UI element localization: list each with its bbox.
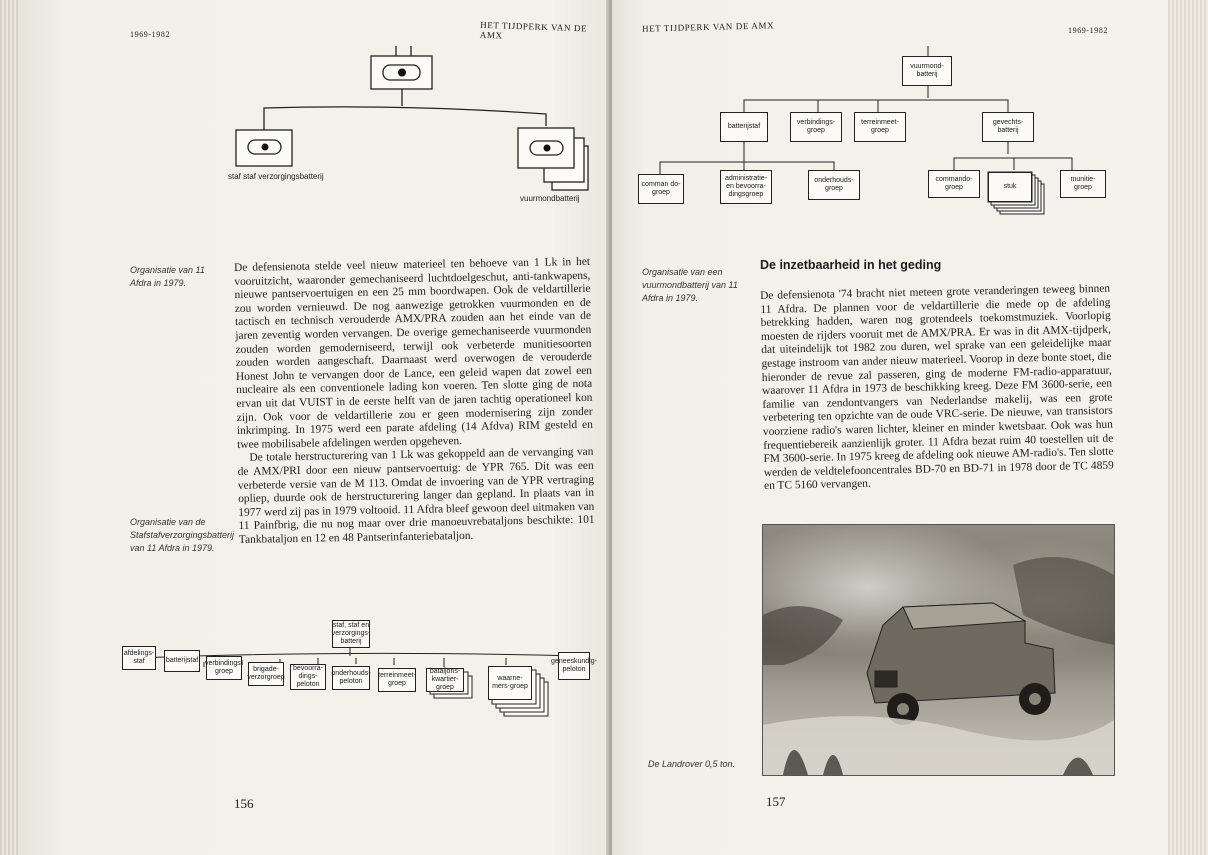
bottom-chart-node-9: waarne-mers-groep <box>488 666 532 700</box>
right-running-year: 1969-1982 <box>1068 26 1109 35</box>
right-chart-l2-left-3: onderhouds-groep <box>808 170 860 200</box>
right-page-edges <box>1168 0 1208 855</box>
bottom-chart-node-10: geneeskundig-peloton <box>558 652 590 680</box>
right-page <box>612 0 1168 855</box>
bottom-chart-node-3: verbindings-groep <box>206 656 242 680</box>
bottom-chart-node-2: batterijstaf <box>164 650 200 672</box>
right-caption: Organisatie van een vuurmondbatterij van 11 Afdra in 1979. <box>642 267 738 303</box>
right-running-title: HET TIJDPERK VAN DE AMX <box>641 20 775 34</box>
left-caption-1: Organisatie van 11 Afdra in 1979. <box>130 265 205 288</box>
right-chart-l2-right-2: stuk <box>988 172 1032 202</box>
chart-label-staff: staf staf verzorgingsbatterij <box>228 172 324 181</box>
right-chart-l2-right-1: commando-groep <box>928 170 980 198</box>
right-chart-l1-1: batterijstaf <box>720 112 768 142</box>
photo-caption: De Landrover 0,5 ton. <box>648 759 736 769</box>
bottom-chart-node-6: onderhouds-peloton <box>332 666 370 690</box>
section-heading: De inzetbaarheid in het geding <box>760 258 942 272</box>
left-page-edges <box>0 0 20 855</box>
right-body-text <box>760 283 1114 494</box>
bottom-chart-root: staf, staf en verzorgings-batterij <box>332 620 370 648</box>
bottom-chart-node-5: bevoorra-dings-peloton <box>290 664 326 690</box>
right-chart-root: vuurmond-batterij <box>902 56 952 86</box>
left-page-number: 156 <box>234 796 254 811</box>
right-chart-l1-2: verbindings-groep <box>790 112 842 142</box>
right-chart-l2-left-2: administratie-en bevoorra-dingsgroep <box>720 170 772 204</box>
bottom-chart-node-4: brigade-verzorgroep <box>248 662 284 686</box>
right-paragraph: De defensienota '74 bracht niet meteen grote veranderingen teweeg binnen 11 Afdra. De plannen voor de veldartillerie die mede op de afdeling betrekking hadden, waren nog grotendeels toekomstmuziek. Voorlopig moesten de rijders vooruit met de AMX/PRA. Er was in dit AMX-tijdperk, dat uiteindelijk tot 1982 zou duren, wel sprake van een geleidelijke maar gestage instroom van ander nieuw materieel. Voorop in deze bonte stoet, die hieronder de revue zal passeren, ging de moderne FM-radio-apparatuur, waarover 11 Afdra in 1973 de beschikking kreeg. Deze FM 3600-serie, een familie van zendontvangers van Nederlandse makelij, was een grote verbetering ten opzichte van de oude VRC-serie. De nieuwe, van transistors voorziene radio's waren lichter, kleiner en minder kwetsbaar. Ook was hun frequentiebereik aanzienlijk groter. 11 Afdra bezat ruim 40 toestellen uit de FM 3600-serie. In 1975 kreeg de afdeling ook nieuwe AM-radio's. Ten slotte werden de veldtelefooncentrales BD-70 en BD-71 in 1978 door de TC 4859 en TC 5160 vervangen. <box>760 282 1114 493</box>
left-running-title: HET TIJDPERK VAN DE AMX <box>479 19 588 41</box>
left-caption-2: Organisatie van de Stafstafverzorgingsbatterij van 11 Afdra in 1979. <box>130 517 235 553</box>
bottom-chart-node-7: terreinmeet-groep <box>378 668 416 692</box>
left-paragraph-2: De totale herstructurering van 1 Lk was gekoppeld aan de vervanging van de AMX/PRI door een nieuw pantservoertuig: de YPR 765. Dit was een verbeterde versie van de M 113. Omdat de invoering van de YPR vertraging opliep, duurde ook de herstructurering langer dan gepland. In plaats van in 1977 werd zij pas in 1979 voltooid. 11 Afdra bleef gewoon deel uitmaken van 11 Painfbrig, die nu nog maar over drie manoeuvrebataljons beschikte: 101 Tankbataljon en 12 en 48 Pantserinfanteriebataljon. <box>237 446 595 546</box>
landrover-photo <box>762 524 1115 776</box>
bottom-chart-node-8: bataljons-kwartier-groep <box>426 668 464 692</box>
right-chart-l1-3: terreinmeet-groep <box>854 112 906 142</box>
left-bottom-org-chart <box>18 0 610 855</box>
left-paragraph-1: De defensienota stelde veel nieuw materieel ten behoeve van 1 Lk in het vooruitzicht, waaronder gemechaniseerd luchtdoelgeschut, anti-tankwapens, nieuwe pantservoertuigen en een 25 mm boordwapen. Ook de veldartillerie zou worden vernieuwd. De nog aanwezige getrokken vuurmonden en de tactisch en technisch verouderde AMX/PRA zouden aan het einde van de jaren zeventig worden vervangen. De overige gemechaniseerde vuurmonden zouden worden gemoderniseerd, terwijl ook verbeterde munitiesoorten zouden worden aangeschaft. Daarnaast werd overwogen de verouderde Honest John te vervangen door de Lance, een geleid wapen dat zowel een nucleaire als een conventionele lading kon voeren. Ten slotte ging de nota ervan uit dat VUIST in de eerste helft van de jaren tachtig operationeel kon zijn. Ook voor de veldartillerie zou er geen modernisering zijn zonder inkrimping. In 1975 werd een parate afdeling (14 Afdva) RIM gesteld en twee mobilisabele afdelingen werden opgeheven. <box>234 255 594 451</box>
right-chart-l1-4: gevechts-batterij <box>982 112 1034 142</box>
left-running-year: 1969-1982 <box>130 30 171 39</box>
left-page <box>18 0 610 855</box>
right-chart-l2-right-3: munitie-groep <box>1060 170 1106 198</box>
right-page-number: 157 <box>766 794 786 809</box>
right-chart-l2-left-1: comman do-groep <box>638 174 684 204</box>
bottom-chart-node-1: afdelings-staf <box>122 646 156 670</box>
chart-label-batteries: vuurmondbatterij <box>520 194 580 203</box>
landrover-illustration <box>763 525 1114 775</box>
